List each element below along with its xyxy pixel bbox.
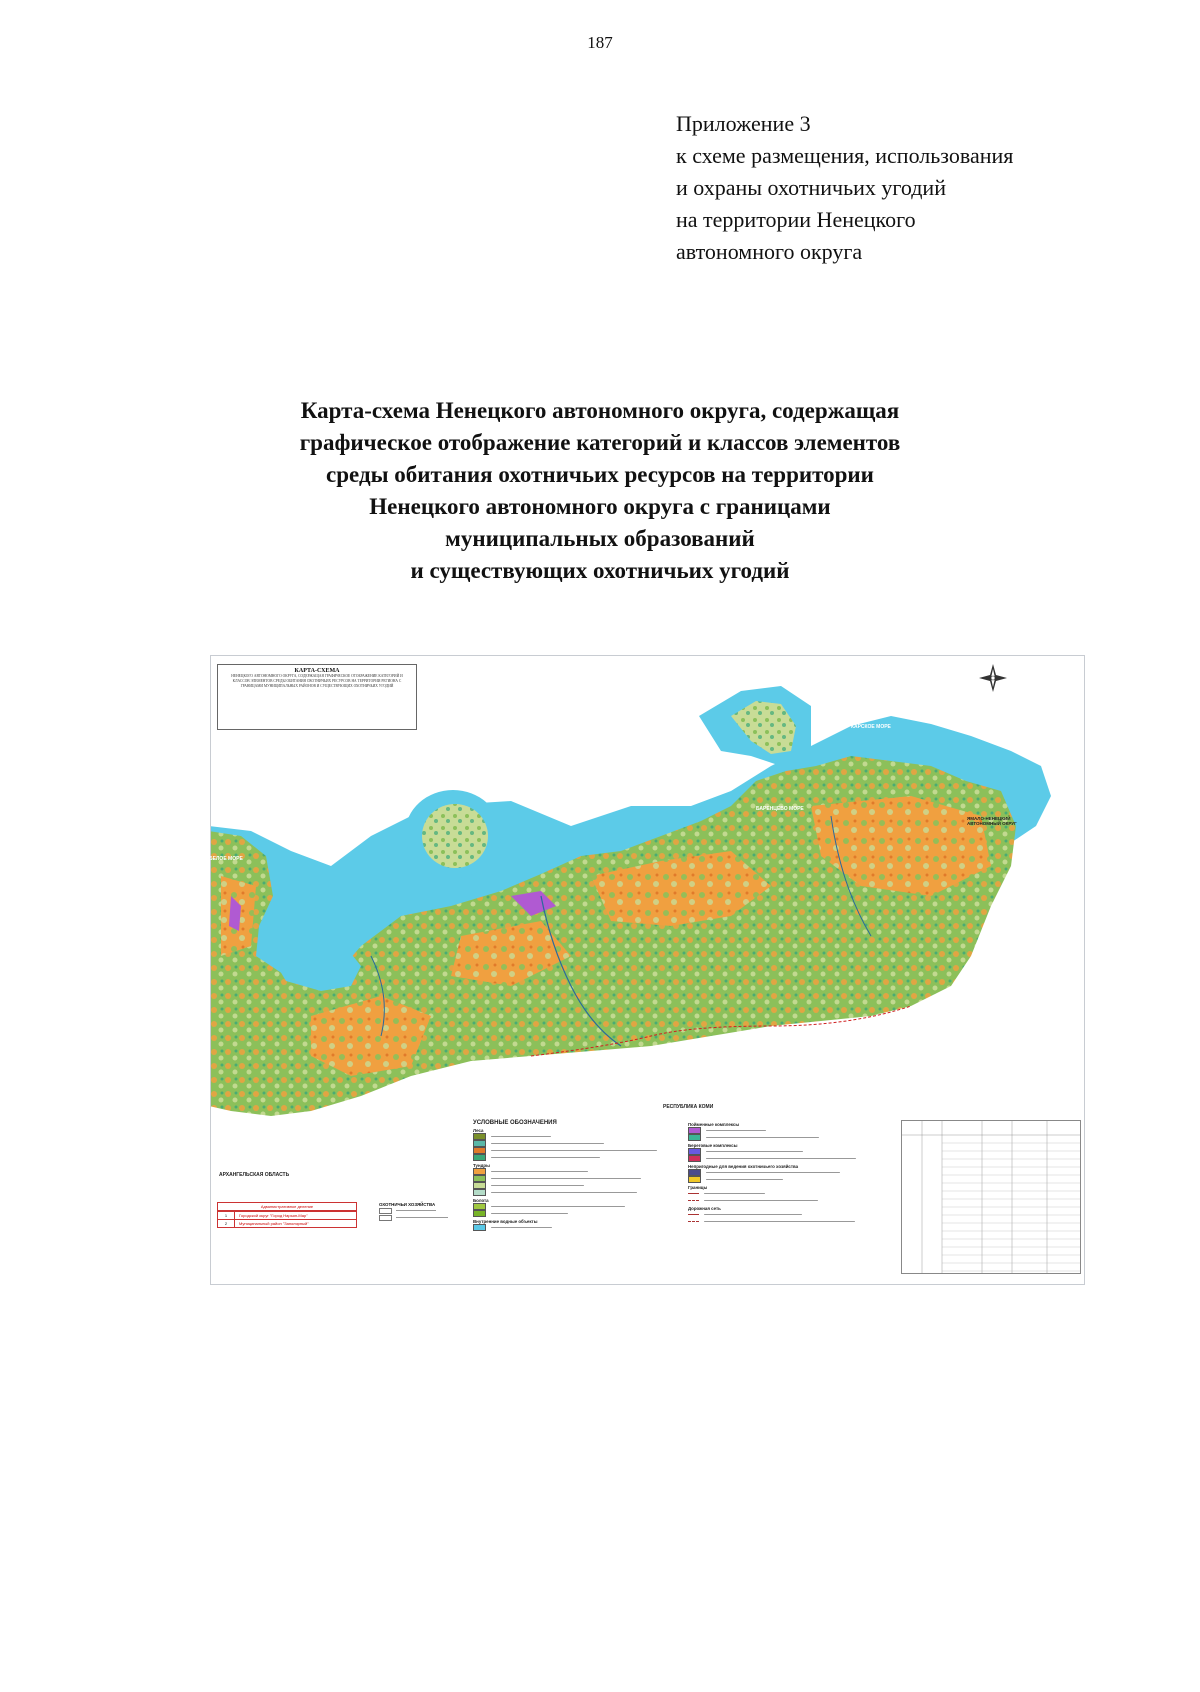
label-white-sea: БЕЛОЕ МОРЕ bbox=[209, 856, 243, 862]
legend-item bbox=[473, 1175, 683, 1182]
legend-category-heading: Непригодные для ведения охотничьего хозяйства bbox=[688, 1164, 799, 1169]
appendix-line: автономного округа bbox=[676, 239, 863, 264]
title-line: графическое отображение категорий и классов элементов bbox=[299, 430, 901, 455]
legend-swatch bbox=[688, 1221, 699, 1222]
legend-swatch bbox=[688, 1155, 701, 1162]
legend-item bbox=[473, 1224, 683, 1231]
text-placeholder bbox=[491, 1157, 600, 1158]
text-placeholder bbox=[704, 1200, 818, 1201]
label-barents-sea: БАРЕНЦЕВО МОРЕ bbox=[756, 806, 804, 812]
text-placeholder bbox=[491, 1136, 551, 1137]
page-number: 187 bbox=[587, 33, 613, 52]
legend-category-heading: Дорожная сеть bbox=[688, 1206, 721, 1211]
legend-swatch bbox=[473, 1189, 486, 1196]
map-figure bbox=[210, 655, 1085, 1285]
legend-item bbox=[473, 1147, 683, 1154]
legend-category-heading: Границы bbox=[688, 1185, 708, 1190]
summary-table-grid bbox=[902, 1121, 1080, 1273]
label-arkhangelsk: АРХАНГЕЛЬСКАЯ ОБЛАСТЬ bbox=[219, 1172, 290, 1178]
legend-item bbox=[473, 1189, 683, 1196]
text-placeholder bbox=[706, 1179, 783, 1180]
text-placeholder bbox=[491, 1227, 552, 1228]
admin-heading: Административное деление bbox=[218, 1203, 356, 1211]
hunting-legend bbox=[379, 1202, 448, 1221]
legend-item bbox=[473, 1210, 683, 1217]
map-title-subtitle: НЕНЕЦКОГО АВТОНОМНОГО ОКРУГА, СОДЕРЖАЩАЯ ГРАФИЧЕСКОЕ ОТОБРАЖЕНИЕ КАТЕГОРИЙ И КЛАССОВ ЭЛЕМЕНТОВ СРЕДЫ ОБИТАНИЯ ОХОТНИЧЬИХ РЕСУРСОВ НА ТЕРРИТОРИИ РЕГИОНА С ГРАНИЦАМИ МУНИЦИПАЛЬНЫХ РАЙОНОВ И СУЩЕСТВУЮЩИХ ОХОТНИЧЬИХ УГОДИЙ bbox=[231, 674, 403, 688]
admin-row-name: Муниципальный район "Заполярный" bbox=[239, 1221, 309, 1226]
admin-row-number: 1 bbox=[218, 1212, 235, 1219]
text-placeholder bbox=[491, 1185, 584, 1186]
legend-swatch bbox=[473, 1182, 486, 1189]
admin-row-name: Городской округ "Город Нарьян-Мар" bbox=[239, 1213, 308, 1218]
appendix-line: к схеме размещения, использования bbox=[676, 143, 1014, 168]
legend-column-left bbox=[473, 1120, 683, 1231]
text-placeholder bbox=[704, 1221, 855, 1222]
legend-item bbox=[473, 1168, 683, 1175]
legend-category-heading: Пойменные комплексы bbox=[688, 1122, 740, 1127]
legend-swatch bbox=[473, 1140, 486, 1147]
legend-swatch bbox=[688, 1148, 701, 1155]
legend-swatch bbox=[473, 1175, 486, 1182]
legend-item bbox=[473, 1133, 683, 1140]
admin-row bbox=[218, 1211, 356, 1219]
legend-item bbox=[688, 1176, 898, 1183]
admin-row bbox=[218, 1219, 356, 1227]
legend-item bbox=[688, 1127, 898, 1134]
text-placeholder bbox=[704, 1214, 802, 1215]
text-placeholder bbox=[704, 1193, 765, 1194]
title-line: муниципальных образований bbox=[445, 526, 755, 551]
compass-rose-icon bbox=[979, 664, 1007, 692]
hunting-heading: ОХОТНИЧЬИ ХОЗЯЙСТВА bbox=[379, 1202, 436, 1207]
legend-heading: УСЛОВНЫЕ ОБОЗНАЧЕНИЯ bbox=[473, 1120, 557, 1126]
hunting-item bbox=[379, 1214, 448, 1221]
legend-item bbox=[688, 1155, 898, 1162]
appendix-line: Приложение 3 bbox=[676, 111, 811, 136]
text-placeholder bbox=[396, 1210, 436, 1211]
legend-item bbox=[688, 1197, 898, 1204]
appendix-line: на территории Ненецкого bbox=[676, 207, 916, 232]
legend-item bbox=[688, 1148, 898, 1155]
text-placeholder bbox=[706, 1137, 819, 1138]
legend-swatch bbox=[688, 1193, 699, 1194]
text-placeholder bbox=[396, 1217, 448, 1218]
legend-category-heading: Внутренние водные объекты bbox=[473, 1219, 538, 1224]
text-placeholder bbox=[491, 1171, 588, 1172]
legend-swatch bbox=[473, 1147, 486, 1154]
legend-item bbox=[688, 1169, 898, 1176]
text-placeholder bbox=[491, 1178, 641, 1179]
legend-category-heading: Тундры bbox=[473, 1163, 490, 1168]
text-placeholder bbox=[706, 1172, 840, 1173]
hunting-swatch bbox=[379, 1215, 392, 1221]
legend-swatch bbox=[688, 1127, 701, 1134]
text-placeholder bbox=[706, 1151, 803, 1152]
legend-swatch bbox=[473, 1224, 486, 1231]
summary-table bbox=[901, 1120, 1081, 1274]
legend-item bbox=[473, 1182, 683, 1189]
legend-swatch bbox=[473, 1210, 486, 1217]
title-line: среды обитания охотничьих ресурсов на территории bbox=[326, 462, 874, 487]
title-line: Карта-схема Ненецкого автономного округа, содержащая bbox=[300, 398, 900, 423]
legend-item bbox=[473, 1203, 683, 1210]
legend-category-heading: Леса bbox=[473, 1128, 484, 1133]
legend bbox=[473, 1120, 903, 1280]
legend-swatch bbox=[688, 1176, 701, 1183]
hunting-item bbox=[379, 1207, 448, 1214]
title-line: Ненецкого автономного округа с границами bbox=[369, 494, 831, 519]
legend-swatch bbox=[473, 1203, 486, 1210]
legend-column-right bbox=[688, 1120, 898, 1225]
admin-row-number: 2 bbox=[218, 1220, 235, 1227]
island-kolguev-land bbox=[422, 804, 488, 868]
text-placeholder bbox=[491, 1213, 568, 1214]
legend-swatch bbox=[688, 1169, 701, 1176]
text-placeholder bbox=[706, 1158, 856, 1159]
text-placeholder bbox=[706, 1130, 766, 1131]
legend-swatch bbox=[688, 1214, 699, 1215]
text-placeholder bbox=[491, 1192, 637, 1193]
legend-item bbox=[473, 1140, 683, 1147]
hunting-swatch bbox=[379, 1208, 392, 1214]
document-title bbox=[200, 395, 1000, 587]
text-placeholder bbox=[491, 1206, 625, 1207]
legend-category-heading: Береговые комплексы bbox=[688, 1143, 738, 1148]
label-yamal: ЯМАЛО-НЕНЕЦКИЙ АВТОНОМНЫЙ ОКРУГ bbox=[967, 816, 1017, 826]
legend-item bbox=[688, 1218, 898, 1225]
appendix-line: и охраны охотничьих угодий bbox=[676, 175, 946, 200]
appendix-note bbox=[676, 108, 1013, 268]
legend-category-heading: Болота bbox=[473, 1198, 489, 1203]
legend-swatch bbox=[473, 1154, 486, 1161]
label-kara-sea: КАРСКОЕ МОРЕ bbox=[851, 724, 891, 730]
title-line: и существующих охотничьих угодий bbox=[410, 558, 790, 583]
map-title-heading: КАРТА-СХЕМА bbox=[294, 668, 340, 674]
legend-item bbox=[688, 1134, 898, 1141]
legend-categories-left bbox=[473, 1128, 683, 1231]
map-title-box bbox=[217, 664, 417, 730]
admin-division-table bbox=[217, 1202, 357, 1228]
legend-item bbox=[688, 1211, 898, 1218]
legend-swatch bbox=[473, 1133, 486, 1140]
legend-item bbox=[473, 1154, 683, 1161]
text-placeholder bbox=[491, 1150, 657, 1151]
text-placeholder bbox=[491, 1143, 604, 1144]
legend-swatch bbox=[688, 1200, 699, 1201]
legend-swatch bbox=[688, 1134, 701, 1141]
legend-swatch bbox=[473, 1168, 486, 1175]
legend-item bbox=[688, 1190, 898, 1197]
label-komi: РЕСПУБЛИКА КОМИ bbox=[663, 1104, 714, 1110]
legend-categories-right bbox=[688, 1122, 898, 1225]
